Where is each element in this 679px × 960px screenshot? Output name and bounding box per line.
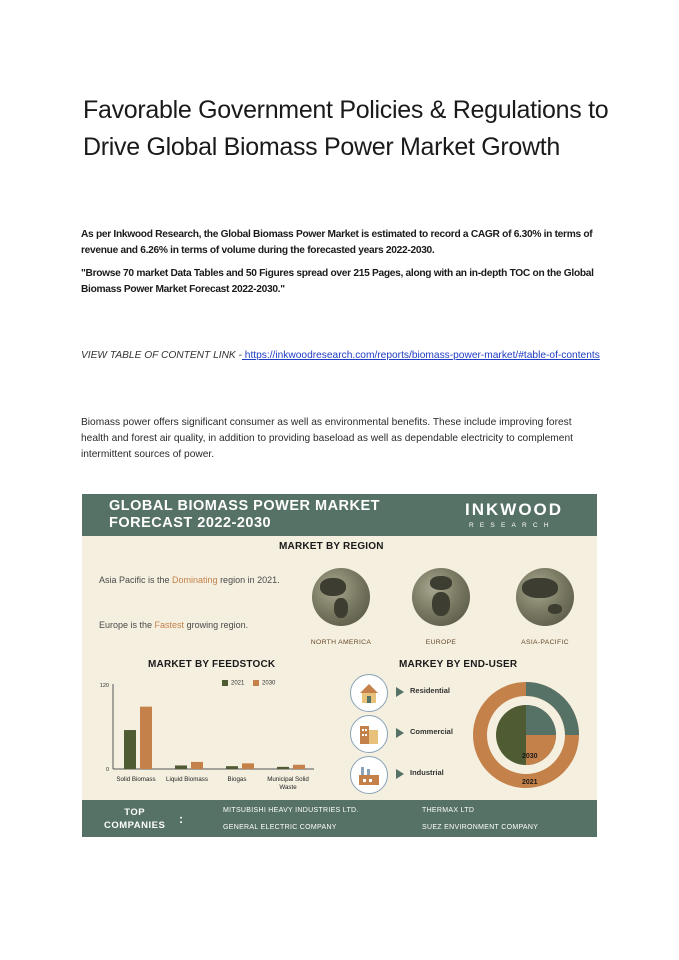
- title-line-2: Drive Global Biomass Power Market Growth: [83, 133, 561, 161]
- bar-2030: [293, 765, 305, 769]
- toc-label: VIEW TABLE OF CONTENT LINK -: [81, 350, 242, 361]
- toc-link[interactable]: https://inkwoodresearch.com/reports/biomass-power-market/#table-of-contents: [241, 350, 600, 361]
- category-label: Biogas: [227, 776, 247, 783]
- infographic-header: [82, 494, 597, 536]
- building-icon: [350, 715, 388, 753]
- browse-paragraph: "Browse 70 market Data Tables and 50 Figures spread over 215 Pages, along with an in-depth TOC on the Global Biomass Power Market Forecast 2022-2030.": [81, 268, 594, 295]
- legend-label-2021: 2021: [231, 680, 245, 687]
- bar-2030: [140, 707, 152, 769]
- brand-logo-sub: RESEARCH: [469, 522, 555, 529]
- region-text-part: growing region.: [184, 620, 249, 630]
- arrow-icon: [396, 728, 404, 738]
- top-label-line: COMPANIES: [104, 820, 166, 831]
- company-name: GENERAL ELECTRIC COMPANY: [223, 824, 337, 831]
- region-label-asia-pacific: ASIA-PACIFIC: [521, 639, 569, 646]
- company-name: THERMAX LTD: [422, 807, 475, 814]
- arrow-icon: [396, 687, 404, 697]
- donut-inner-segment: [526, 735, 556, 765]
- brand-logo: INKWOOD: [465, 500, 564, 519]
- feedstock-bar-chart: [92, 674, 317, 774]
- infographic: [82, 494, 597, 837]
- top-companies-colon: :: [179, 812, 183, 826]
- infographic-title-line-1: GLOBAL BIOMASS POWER MARKET: [109, 498, 381, 514]
- bar-2021: [175, 765, 187, 769]
- region-text-part: Asia Pacific is the: [99, 575, 173, 585]
- title-line-1: Favorable Government Policies & Regulations to: [83, 96, 609, 124]
- region-label-europe: EUROPE: [425, 639, 457, 646]
- category-label: Municipal Solid Waste: [267, 776, 309, 791]
- region-text-part: Europe is the: [99, 620, 155, 630]
- infographic-title-line-2: FORECAST 2022-2030: [109, 515, 272, 531]
- end-user-label: Commercial: [410, 727, 453, 736]
- region-highlight: Dominating: [172, 575, 218, 585]
- region-dominating-text: [99, 575, 289, 586]
- bar-2030: [242, 763, 254, 769]
- region-highlight: Fastest: [154, 620, 185, 630]
- category-label: Solid Biomass: [116, 776, 156, 783]
- y-tick-label: 0: [105, 767, 109, 773]
- globe-europe-icon: [412, 568, 470, 626]
- arrow-icon: [396, 769, 404, 779]
- legend-label-2030: 2030: [262, 680, 276, 687]
- body-paragraph: Biomass power offers significant consumer as well as environmental benefits. These include improving forest health and forest air quality, in addition to providing baseload as well as dependable electricity to complement intermittent sources of power.: [81, 417, 573, 460]
- end-user-label: Industrial: [410, 768, 444, 777]
- region-label-north-america: NORTH AMERICA: [310, 639, 372, 646]
- top-companies-bar: [82, 800, 597, 837]
- y-tick-label: 120: [99, 683, 109, 689]
- bar-2021: [124, 730, 136, 769]
- house-icon: [350, 674, 388, 712]
- company-name: SUEZ ENVIRONMENT COMPANY: [422, 824, 539, 831]
- region-text-part: region in 2021.: [217, 575, 280, 585]
- top-label-line: TOP: [124, 807, 146, 818]
- bar-2021: [226, 766, 238, 769]
- bar-2030: [191, 762, 203, 769]
- category-label: Liquid Biomass: [166, 776, 208, 783]
- globe-asia-pacific-icon: [516, 568, 574, 626]
- region-heading: MARKET BY REGION: [279, 541, 384, 552]
- page-title: [83, 92, 623, 166]
- company-name: MITSUBISHI HEAVY INDUSTRIES LTD.: [223, 807, 359, 814]
- globe-north-america-icon: [312, 568, 370, 626]
- infographic-title: [109, 498, 429, 532]
- factory-icon: [350, 756, 388, 794]
- toc-line: [81, 348, 601, 364]
- intro-paragraph: As per Inkwood Research, the Global Biomass Power Market is estimated to record a CAGR of 6.30% in terms of revenue and 6.26% in terms of volume during the forecasted years 2022-2030.: [81, 229, 593, 256]
- end-user-heading: MARKEY BY END-USER: [399, 659, 518, 670]
- region-fastest-text: [99, 620, 289, 631]
- donut-inner-segment: [526, 705, 556, 735]
- end-user-donut-chart: [466, 681, 586, 789]
- top-companies-label: [104, 806, 165, 832]
- bar-2021: [277, 767, 289, 769]
- end-user-label: Residential: [410, 686, 451, 695]
- donut-label-2030: 2030: [522, 753, 538, 760]
- donut-label-2021: 2021: [522, 779, 538, 786]
- feedstock-heading: MARKET BY FEEDSTOCK: [148, 659, 276, 670]
